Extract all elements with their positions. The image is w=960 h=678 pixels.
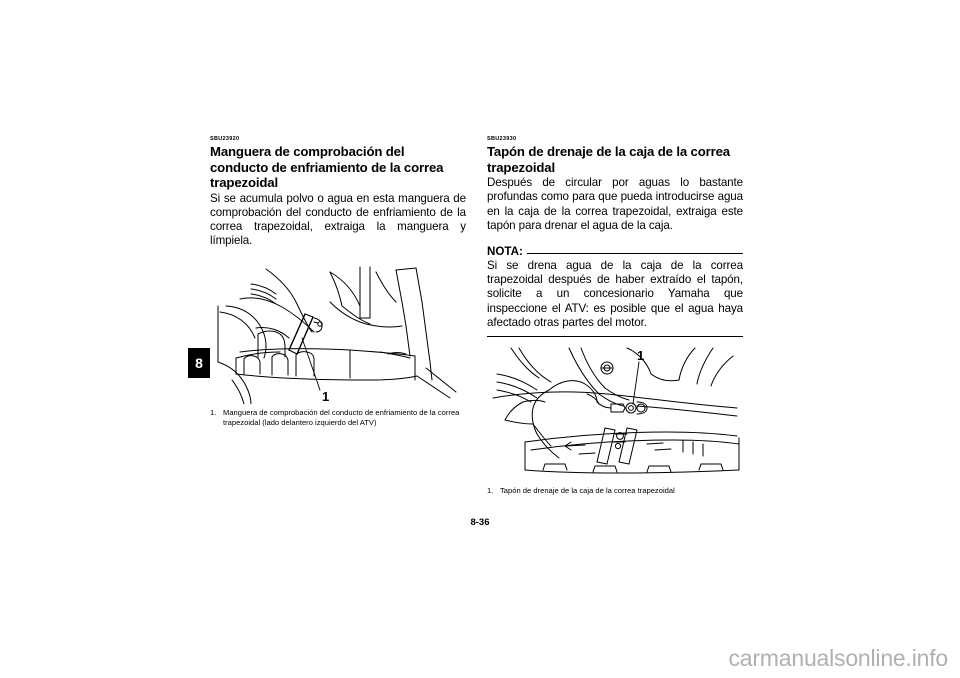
left-figure-linework [218, 267, 456, 404]
right-figure [487, 346, 743, 476]
page-number: 8-36 [470, 517, 490, 528]
left-body-text: Si se acumula polvo o agua en esta manguera de comprobación del conducto de enfriamiento de la correa trapezoidal, extraiga la manguera y límpiela. [210, 191, 466, 248]
left-figure [210, 262, 466, 404]
note-label: NOTA: [487, 245, 523, 258]
right-caption-number: 1. [487, 486, 494, 495]
chapter-tab: 8 [188, 348, 210, 378]
note-header [487, 245, 743, 258]
left-column [210, 136, 466, 249]
right-caption-text: Tapón de drenaje de la caja de la correa trapezoidal [500, 486, 675, 495]
right-section-title: Tapón de drenaje de la caja de la correa trapezoidal [487, 144, 730, 175]
right-doc-code: SBU23930 [487, 136, 517, 142]
right-column [487, 136, 743, 337]
right-figure-caption [487, 486, 749, 496]
left-caption-text: Manguera de comprobación del conducto de enfriamiento de la correa trapezoidal (lado delantero izquierdo del ATV) [223, 408, 460, 427]
left-figure-caption [210, 408, 472, 427]
left-section-title: Manguera de comprobación del conducto de enfriamiento de la correa trapezoidal [210, 144, 444, 191]
right-body-text: Después de circular por aguas lo bastante profundas como para que pueda introducirse agua en la caja de la correa trapezoidal, extraiga este tapón para drenar el agua de la caja. [487, 176, 743, 232]
note-body-text: Si se drena agua de la caja de la correa trapezoidal después de haber extraído el tapón, solicite a un concesionario Yamaha que inspeccione el ATV: es posible que el agua haya afectado otras partes del motor. [487, 259, 743, 329]
left-doc-code: SBU23920 [210, 136, 240, 142]
left-figure-callout-1: 1 [322, 389, 330, 404]
watermark: carmanualsonline.info [728, 645, 948, 671]
note-bottom-rule [487, 336, 743, 337]
note-top-rule [527, 253, 743, 254]
left-caption-number: 1. [210, 408, 217, 417]
left-figure-leader-line [302, 338, 320, 390]
note-block [487, 245, 743, 337]
right-figure-linework [493, 348, 739, 473]
right-figure-callout-1: 1 [637, 348, 645, 363]
